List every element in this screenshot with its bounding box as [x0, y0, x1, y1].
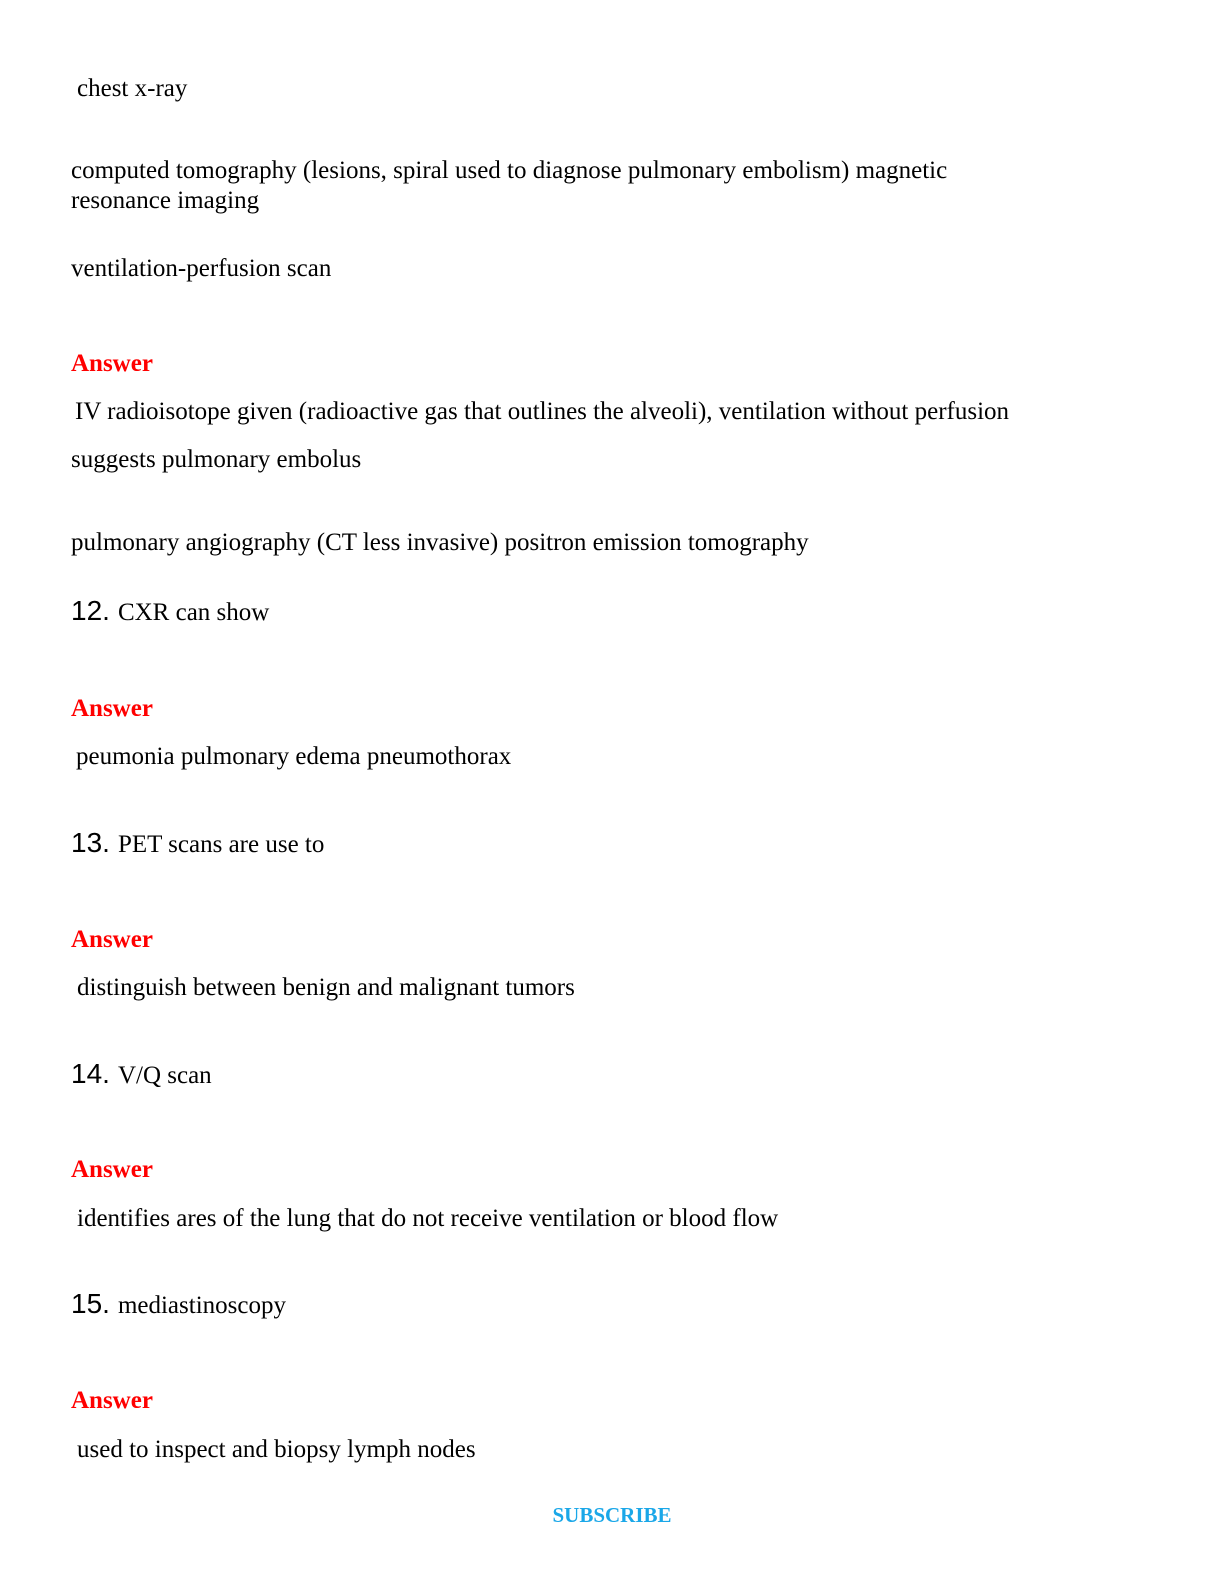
answer-text-chest-xray: chest x-ray	[77, 75, 188, 102]
question-text: mediastinoscopy	[117, 1292, 286, 1319]
answer-label: Answer	[71, 1156, 153, 1183]
question-number: 12.	[71, 595, 110, 626]
question-13	[71, 826, 324, 862]
question-number: 14.	[71, 1058, 110, 1089]
question-14	[71, 1057, 212, 1093]
answer-text: identifies ares of the lung that do not receive ventilation or blood flow	[77, 1205, 779, 1232]
question-text: CXR can show	[117, 599, 270, 626]
question-12	[71, 594, 269, 630]
question-15	[71, 1287, 286, 1323]
answer-text-iv-line1: IV radioisotope given (radioactive gas that outlines the alveoli), ventilation without perfusion	[75, 398, 1010, 425]
answer-text: peumonia pulmonary edema pneumothorax	[76, 743, 512, 770]
question-text: PET scans are use to	[117, 831, 325, 858]
answer-label: Answer	[71, 695, 153, 722]
question-number: 13.	[71, 827, 110, 858]
subscribe-link[interactable]: SUBSCRIBE	[552, 1503, 672, 1527]
answer-label: Answer	[71, 350, 153, 377]
answer-text-angio: pulmonary angiography (CT less invasive) positron emission tomography	[71, 529, 809, 556]
answer-text-ct-line2: resonance imaging	[71, 187, 260, 214]
answer-text: used to inspect and biopsy lymph nodes	[77, 1436, 476, 1463]
answer-text-iv-line2: suggests pulmonary embolus	[71, 446, 362, 473]
question-number: 15.	[71, 1288, 110, 1319]
question-text: V/Q scan	[117, 1062, 212, 1089]
answer-text: distinguish between benign and malignant tumors	[77, 974, 575, 1001]
answer-text-vq: ventilation-perfusion scan	[71, 255, 332, 282]
answer-label: Answer	[71, 926, 153, 953]
answer-text-ct-line1: computed tomography (lesions, spiral used to diagnose pulmonary embolism) magnetic	[71, 157, 948, 184]
answer-label: Answer	[71, 1387, 153, 1414]
